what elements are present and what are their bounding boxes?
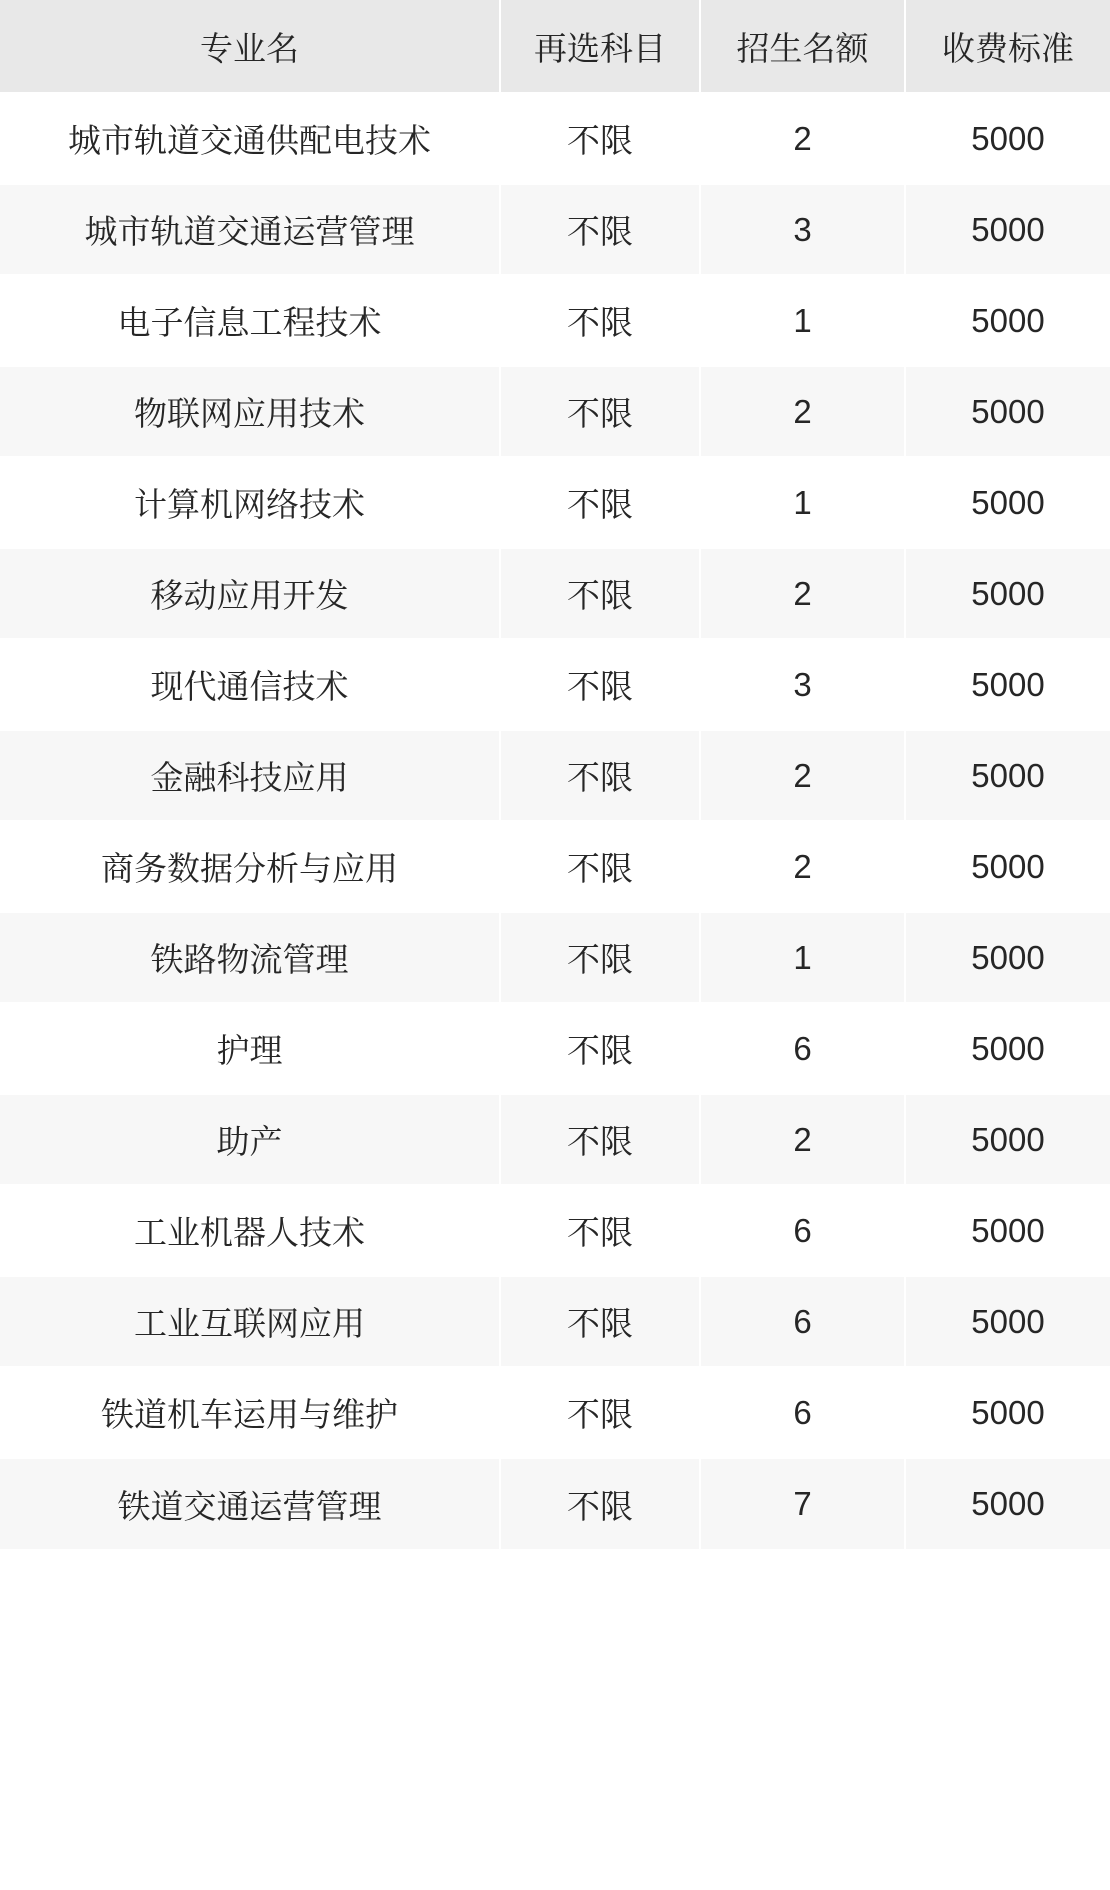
cell-fee: 5000	[905, 912, 1110, 1003]
cell-quota: 1	[700, 912, 905, 1003]
cell-major: 现代通信技术	[0, 639, 500, 730]
cell-major: 铁道机车运用与维护	[0, 1367, 500, 1458]
cell-major: 城市轨道交通运营管理	[0, 184, 500, 275]
cell-major: 计算机网络技术	[0, 457, 500, 548]
cell-fee: 5000	[905, 1094, 1110, 1185]
table-row	[0, 912, 1110, 1003]
cell-subject: 不限	[500, 1276, 700, 1367]
table-row	[0, 821, 1110, 912]
cell-major: 金融科技应用	[0, 730, 500, 821]
table-row	[0, 1276, 1110, 1367]
cell-quota: 2	[700, 366, 905, 457]
cell-subject: 不限	[500, 1094, 700, 1185]
cell-subject: 不限	[500, 548, 700, 639]
cell-fee: 5000	[905, 730, 1110, 821]
cell-subject: 不限	[500, 730, 700, 821]
cell-subject: 不限	[500, 821, 700, 912]
cell-subject: 不限	[500, 184, 700, 275]
cell-quota: 3	[700, 639, 905, 730]
table-row	[0, 93, 1110, 184]
table-row	[0, 457, 1110, 548]
cell-fee: 5000	[905, 1003, 1110, 1094]
cell-quota: 2	[700, 730, 905, 821]
cell-subject: 不限	[500, 1458, 700, 1549]
table-row	[0, 275, 1110, 366]
cell-fee: 5000	[905, 1185, 1110, 1276]
table-header-row	[0, 0, 1110, 93]
cell-quota: 6	[700, 1367, 905, 1458]
cell-subject: 不限	[500, 1003, 700, 1094]
cell-subject: 不限	[500, 457, 700, 548]
table-row	[0, 730, 1110, 821]
cell-quota: 2	[700, 93, 905, 184]
cell-major: 助产	[0, 1094, 500, 1185]
cell-quota: 2	[700, 821, 905, 912]
column-header-major: 专业名	[0, 0, 500, 93]
cell-fee: 5000	[905, 93, 1110, 184]
table-body	[0, 93, 1110, 1549]
table-row	[0, 548, 1110, 639]
table-header	[0, 0, 1110, 93]
cell-major: 工业机器人技术	[0, 1185, 500, 1276]
column-header-quota: 招生名额	[700, 0, 905, 93]
cell-major: 铁道交通运营管理	[0, 1458, 500, 1549]
cell-fee: 5000	[905, 1367, 1110, 1458]
cell-major: 物联网应用技术	[0, 366, 500, 457]
cell-fee: 5000	[905, 366, 1110, 457]
cell-fee: 5000	[905, 275, 1110, 366]
table-row	[0, 184, 1110, 275]
cell-major: 商务数据分析与应用	[0, 821, 500, 912]
cell-fee: 5000	[905, 184, 1110, 275]
cell-major: 护理	[0, 1003, 500, 1094]
cell-fee: 5000	[905, 1458, 1110, 1549]
cell-quota: 3	[700, 184, 905, 275]
cell-major: 铁路物流管理	[0, 912, 500, 1003]
cell-subject: 不限	[500, 366, 700, 457]
table-row	[0, 1458, 1110, 1549]
table-row	[0, 366, 1110, 457]
table-row	[0, 1367, 1110, 1458]
cell-subject: 不限	[500, 93, 700, 184]
cell-major: 工业互联网应用	[0, 1276, 500, 1367]
cell-subject: 不限	[500, 1185, 700, 1276]
cell-quota: 7	[700, 1458, 905, 1549]
table-row	[0, 1094, 1110, 1185]
cell-quota: 1	[700, 275, 905, 366]
table-row	[0, 1185, 1110, 1276]
column-header-subject: 再选科目	[500, 0, 700, 93]
cell-fee: 5000	[905, 1276, 1110, 1367]
table-row	[0, 1003, 1110, 1094]
cell-quota: 2	[700, 1094, 905, 1185]
cell-subject: 不限	[500, 1367, 700, 1458]
cell-quota: 2	[700, 548, 905, 639]
cell-fee: 5000	[905, 548, 1110, 639]
cell-quota: 1	[700, 457, 905, 548]
cell-fee: 5000	[905, 639, 1110, 730]
cell-fee: 5000	[905, 457, 1110, 548]
cell-quota: 6	[700, 1185, 905, 1276]
column-header-fee: 收费标准	[905, 0, 1110, 93]
cell-fee: 5000	[905, 821, 1110, 912]
cell-major: 电子信息工程技术	[0, 275, 500, 366]
table-row	[0, 639, 1110, 730]
cell-major: 移动应用开发	[0, 548, 500, 639]
cell-quota: 6	[700, 1276, 905, 1367]
cell-subject: 不限	[500, 912, 700, 1003]
cell-subject: 不限	[500, 639, 700, 730]
cell-subject: 不限	[500, 275, 700, 366]
cell-quota: 6	[700, 1003, 905, 1094]
cell-major: 城市轨道交通供配电技术	[0, 93, 500, 184]
